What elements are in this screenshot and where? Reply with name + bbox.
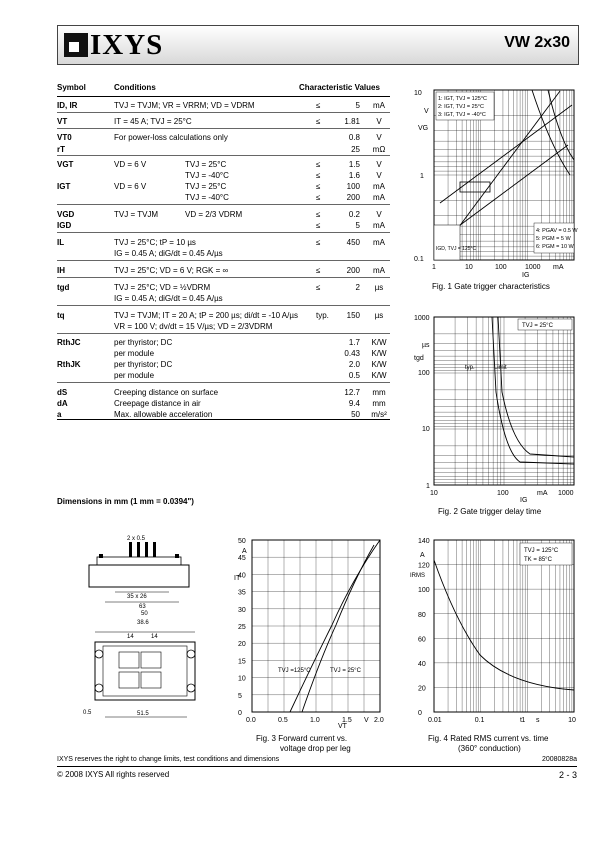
table-cell-le: ≤ bbox=[316, 210, 321, 219]
table-cell-val: 1.5 bbox=[348, 160, 360, 169]
fig1-legend-6: 6: PGM = 10 W bbox=[536, 244, 574, 250]
fig3-xunit: V bbox=[364, 717, 369, 724]
fig1-legend-1: 1: IGT, TVJ = 125°C bbox=[438, 96, 488, 102]
fig2-typ-label: typ. bbox=[465, 365, 475, 371]
svg-text:14: 14 bbox=[127, 634, 134, 640]
tick-label: 1.0 bbox=[310, 717, 320, 724]
table-cell-le: ≤ bbox=[316, 193, 321, 202]
table-cell-val: 50 bbox=[351, 410, 360, 419]
tick-label: 1 bbox=[521, 717, 526, 724]
table-cell-unit: mA bbox=[373, 238, 385, 247]
table-cell-unit: µs bbox=[374, 311, 384, 320]
table-cell-unit: K/W bbox=[371, 371, 387, 380]
tick-label: 0 bbox=[238, 710, 242, 717]
row-separator bbox=[57, 260, 390, 261]
fig1-xtick: 10 bbox=[465, 264, 473, 271]
table-cell-cond: IG = 0.45 A; diG/dt = 0.45 A/µs bbox=[114, 249, 223, 258]
tick-label: 20 bbox=[238, 641, 246, 649]
tick-label: 35 bbox=[238, 589, 246, 597]
fig1-legend-3: 3: IGT, TVJ = -40°C bbox=[438, 112, 486, 118]
table-cell-unit: mA bbox=[373, 193, 385, 202]
fig3-caption-1: Fig. 3 Forward current vs. bbox=[256, 734, 348, 743]
table-cell-cond2: TVJ = -40°C bbox=[185, 193, 229, 202]
part-number: VW 2x30 bbox=[504, 34, 570, 51]
footer-note: IXYS reserves the right to change limits, test conditions and dimensions bbox=[57, 756, 280, 763]
tick-label: 5 bbox=[238, 692, 242, 700]
row-separator bbox=[57, 204, 390, 205]
svg-text:35 x 26: 35 x 26 bbox=[127, 594, 147, 600]
svg-text:50: 50 bbox=[141, 611, 148, 617]
table-cell-val: 200 bbox=[346, 266, 360, 275]
fig1-ytick: 1 bbox=[420, 173, 424, 180]
fig2-ylabel: tgd bbox=[414, 355, 424, 362]
table-cell-val: 0.2 bbox=[348, 210, 360, 219]
tick-label: 30 bbox=[238, 606, 246, 614]
tick-label: 100 bbox=[418, 587, 430, 595]
row-separator bbox=[57, 155, 390, 156]
tick-label: 15 bbox=[238, 658, 246, 666]
fig1-legend-4: 4: PGAV = 0.5 W bbox=[536, 228, 578, 234]
table-cell-val: 2 bbox=[355, 283, 360, 292]
table-cell-sym: ID, IR bbox=[57, 101, 78, 110]
fig1-yunit: V bbox=[424, 108, 429, 115]
table-cell-cond: TVJ = 25°C; VD = 6 V; RGK = ∞ bbox=[114, 266, 229, 275]
fig2-legend: TVJ = 25°C bbox=[522, 323, 553, 329]
table-cell-unit: mm bbox=[372, 399, 386, 408]
tick-label: 0.5 bbox=[278, 717, 288, 724]
table-cell-cond: TVJ = 25°C; VD = ½VDRM bbox=[114, 283, 211, 292]
table-cell-le: ≤ bbox=[316, 221, 321, 230]
table-cell-cond: Creeping distance on surface bbox=[114, 388, 219, 397]
logo-mark-icon bbox=[64, 33, 88, 57]
table-cell-le: ≤ bbox=[316, 266, 321, 275]
table-cell-sym: dA bbox=[57, 399, 68, 408]
table-cell-sym: tgd bbox=[57, 283, 70, 292]
tick-label: 1.5 bbox=[342, 717, 352, 724]
table-cell-le: ≤ bbox=[316, 101, 321, 110]
row-separator bbox=[57, 277, 390, 278]
tick-label: 25 bbox=[238, 624, 246, 631]
table-cell-cond: Creepage distance in air bbox=[114, 399, 201, 408]
row-separator bbox=[57, 232, 390, 233]
fig4-legend-1: TVJ = 125°C bbox=[524, 548, 559, 554]
fig4-legend-2: TK = 85°C bbox=[524, 557, 552, 563]
fig2-xtick: 10 bbox=[430, 490, 438, 497]
fig1-xtick: 100 bbox=[495, 264, 507, 271]
row-separator bbox=[57, 128, 390, 129]
table-cell-val: 5 bbox=[355, 101, 360, 110]
svg-text:63: 63 bbox=[139, 604, 146, 610]
table-cell-val: 1.81 bbox=[344, 117, 360, 126]
table-cell-le: ≤ bbox=[316, 171, 321, 180]
svg-text:38.6: 38.6 bbox=[137, 620, 149, 626]
tick-label: 0.1 bbox=[474, 717, 485, 724]
table-cell-sym: a bbox=[57, 410, 62, 419]
tick-label: 10 bbox=[568, 717, 576, 724]
table-cell-unit: mΩ bbox=[372, 145, 386, 154]
tick-label: 60 bbox=[418, 636, 426, 644]
table-cell-cond: TVJ = TVJM; IT = 20 A; tP = 200 µs; di/dt = -10 A/µs bbox=[114, 311, 298, 320]
tick-label: 10 bbox=[238, 675, 246, 683]
fig1-ytick: 0.1 bbox=[414, 256, 424, 263]
table-cell-sym: VGD bbox=[57, 210, 75, 219]
table-cell-val: 0.43 bbox=[344, 349, 360, 358]
ixys-logo: IXYS bbox=[64, 31, 163, 59]
fig1-note: IGD, TVJ = 125°C bbox=[436, 246, 477, 252]
table-cell-val: 2.0 bbox=[348, 360, 360, 369]
table-cell-sym: IH bbox=[57, 266, 65, 275]
table-cell-unit: m/s² bbox=[371, 410, 387, 419]
table-cell-cond: IT = 45 A; TVJ = 25°C bbox=[114, 117, 192, 126]
fig4-xunit: s bbox=[536, 717, 540, 724]
fig2-chart bbox=[410, 312, 585, 502]
table-cell-cond: per thyristor; DC bbox=[114, 338, 173, 347]
fig3-label-cold: TVJ = 25°C bbox=[330, 668, 361, 674]
table-cell-sym: IGT bbox=[57, 182, 71, 191]
table-cell-unit: mm bbox=[372, 388, 386, 397]
table-cell-val: 9.4 bbox=[348, 399, 360, 408]
table-cell-val: 150 bbox=[346, 311, 360, 320]
table-cell-sym: VT0 bbox=[57, 133, 72, 142]
table-cell-cond: Max. allowable acceleration bbox=[114, 410, 213, 419]
table-cell-sym: RthJK bbox=[57, 360, 81, 369]
fig2-caption: Fig. 2 Gate trigger delay time bbox=[438, 507, 542, 516]
table-cell-unit: K/W bbox=[371, 338, 387, 347]
fig3-yunit: A bbox=[242, 548, 247, 555]
table-cell-val: 25 bbox=[351, 145, 360, 154]
dimension-drawing bbox=[57, 532, 227, 732]
row-separator bbox=[57, 305, 390, 306]
table-cell-cond2: TVJ = 25°C bbox=[185, 182, 227, 191]
fig4-caption-1: Fig. 4 Rated RMS current vs. time bbox=[428, 734, 549, 743]
fig1-legend-5: 5: PGM = 5 W bbox=[536, 236, 571, 242]
table-cell-unit: K/W bbox=[371, 360, 387, 369]
fig1-ylabel: VG bbox=[418, 125, 429, 132]
row-separator bbox=[57, 382, 390, 383]
row-separator bbox=[57, 112, 390, 113]
fig2-xtick: 1000 bbox=[558, 490, 574, 497]
fig3-ylabel: IT bbox=[234, 575, 241, 582]
table-cell-val: 200 bbox=[346, 193, 360, 202]
header-bar bbox=[57, 25, 579, 65]
fig1-chart bbox=[410, 85, 585, 295]
table-cell-val: 0.5 bbox=[348, 371, 360, 380]
fig2-limit-label: Limit bbox=[494, 365, 507, 371]
fig2-xunit: mA bbox=[537, 490, 548, 497]
fig4-yunit: A bbox=[420, 552, 425, 559]
fig1-ytick: 10 bbox=[414, 90, 422, 97]
table-cell-unit: V bbox=[376, 160, 382, 169]
page-number: 2 - 3 bbox=[558, 770, 577, 780]
row-separator bbox=[57, 333, 390, 334]
svg-text:2 x 0.5: 2 x 0.5 bbox=[127, 536, 146, 542]
table-cell-cond: per thyristor; DC bbox=[114, 360, 173, 369]
svg-text:0.5: 0.5 bbox=[83, 710, 92, 716]
table-cell-val: 450 bbox=[346, 238, 360, 247]
fig1-xtick: 1000 bbox=[525, 264, 541, 271]
table-cell-unit: mA bbox=[373, 266, 385, 275]
table-cell-val: 1.7 bbox=[348, 338, 360, 347]
fig4-caption-2: (360° conduction) bbox=[458, 744, 521, 753]
table-cell-sym: rT bbox=[57, 145, 65, 154]
fig2-xlabel: IG bbox=[520, 497, 528, 502]
footer-code: 20080828a bbox=[541, 756, 577, 763]
table-cell-unit: V bbox=[376, 133, 382, 142]
table-cell-sym: tq bbox=[57, 311, 65, 320]
fig4-chart bbox=[410, 535, 585, 730]
svg-text:51.5: 51.5 bbox=[137, 711, 149, 717]
table-cell-le: ≤ bbox=[316, 182, 321, 191]
table-cell-cond: TVJ = TVJM bbox=[114, 210, 159, 219]
fig2-yunit: µs bbox=[422, 342, 430, 349]
footer-rule bbox=[57, 766, 577, 767]
fig2-ytick: 10 bbox=[422, 426, 430, 433]
tick-label: 40 bbox=[238, 572, 246, 580]
footer-copyright: © 2008 IXYS All rights reserved bbox=[57, 770, 170, 779]
table-cell-cond: TVJ = 25°C; tP = 10 µs bbox=[114, 238, 196, 247]
tick-label: 80 bbox=[418, 611, 426, 619]
col-values: Characteristic Values bbox=[299, 83, 380, 92]
table-cell-cond: For power-loss calculations only bbox=[114, 133, 228, 142]
table-cell-sym: VGT bbox=[57, 160, 74, 169]
table-cell-sym: RthJC bbox=[57, 338, 81, 347]
tick-label: 0.0 bbox=[246, 717, 256, 724]
table-cell-unit: µs bbox=[374, 283, 384, 292]
table-cell-sym: VT bbox=[57, 117, 68, 126]
tick-label: 40 bbox=[418, 661, 426, 668]
table-rule bbox=[57, 96, 390, 97]
table-cell-unit: V bbox=[376, 117, 382, 126]
table-cell-cond: VD = 6 V bbox=[114, 182, 147, 191]
tick-label: 50 bbox=[238, 538, 246, 545]
fig1-xlabel: IG bbox=[522, 272, 530, 279]
tick-label: 45 bbox=[238, 555, 246, 563]
tick-label: 140 bbox=[418, 538, 430, 545]
table-cell-unit: K/W bbox=[371, 349, 387, 358]
table-cell-cond: VD = 6 V bbox=[114, 160, 147, 169]
table-cell-le: ≤ bbox=[316, 238, 321, 247]
fig1-caption: Fig. 1 Gate trigger characteristics bbox=[432, 282, 550, 291]
col-conditions: Conditions bbox=[114, 83, 156, 92]
table-cell-sym: IL bbox=[57, 238, 65, 247]
table-cell-le: ≤ bbox=[316, 117, 321, 126]
table-cell-val: 100 bbox=[346, 182, 360, 191]
svg-text:14: 14 bbox=[151, 634, 158, 640]
fig2-xtick: 100 bbox=[497, 490, 509, 497]
fig3-caption-2: voltage drop per leg bbox=[280, 744, 351, 753]
fig2-ytick: 1000 bbox=[414, 315, 430, 322]
table-cell-le: typ. bbox=[316, 311, 329, 320]
fig2-ytick: 1 bbox=[426, 483, 430, 490]
tick-label: 2.0 bbox=[374, 717, 384, 724]
table-cell-sym: dS bbox=[57, 388, 68, 397]
table-cell-unit: V bbox=[376, 210, 382, 219]
table-cell-val: 12.7 bbox=[344, 388, 360, 397]
fig1-legend-2: 2: IGT, TVJ = 25°C bbox=[438, 104, 484, 110]
fig4-ylabel: IRMS bbox=[410, 573, 425, 579]
tick-label: 20 bbox=[418, 685, 426, 693]
table-cell-val: 0.8 bbox=[348, 133, 360, 142]
table-rule-bottom bbox=[57, 419, 390, 420]
table-cell-cond2: TVJ = -40°C bbox=[185, 171, 229, 180]
table-cell-cond: TVJ = TVJM; VR = VRRM; VD = VDRM bbox=[114, 101, 255, 110]
fig3-xlabel: VT bbox=[338, 723, 347, 730]
table-cell-unit: mA bbox=[373, 221, 385, 230]
table-cell-cond2: VD = 2/3 VDRM bbox=[185, 210, 243, 219]
table-cell-sym: IGD bbox=[57, 221, 72, 230]
table-cell-unit: V bbox=[376, 171, 382, 180]
table-cell-le: ≤ bbox=[316, 160, 321, 169]
table-cell-cond: per module bbox=[114, 371, 155, 380]
table-cell-cond: VR = 100 V; dv/dt = 15 V/µs; VD = 2/3VDRM bbox=[114, 322, 273, 331]
table-cell-unit: mA bbox=[373, 182, 385, 191]
table-cell-cond2: TVJ = 25°C bbox=[185, 160, 227, 169]
table-cell-unit: mA bbox=[373, 101, 385, 110]
fig2-ytick: 100 bbox=[418, 370, 430, 377]
fig4-xlabel: t bbox=[520, 717, 522, 724]
table-cell-cond: per module bbox=[114, 349, 155, 358]
fig1-xunit: mA bbox=[553, 264, 564, 271]
col-symbol: Symbol bbox=[57, 83, 86, 92]
table-cell-val: 5 bbox=[355, 221, 360, 230]
tick-label: 0.01 bbox=[428, 717, 442, 724]
tick-label: 0 bbox=[418, 710, 422, 718]
fig3-label-hot: TVJ =125°C bbox=[278, 668, 311, 674]
fig3-chart bbox=[232, 535, 397, 730]
table-cell-le: ≤ bbox=[316, 283, 321, 292]
dimensions-title: Dimensions in mm (1 mm = 0.0394") bbox=[57, 497, 194, 506]
table-cell-cond: IG = 0.45 A; diG/dt = 0.45 A/µs bbox=[114, 294, 223, 303]
fig1-xtick: 1 bbox=[432, 264, 436, 271]
table-cell-val: 1.6 bbox=[348, 171, 360, 180]
tick-label: 120 bbox=[418, 562, 430, 570]
